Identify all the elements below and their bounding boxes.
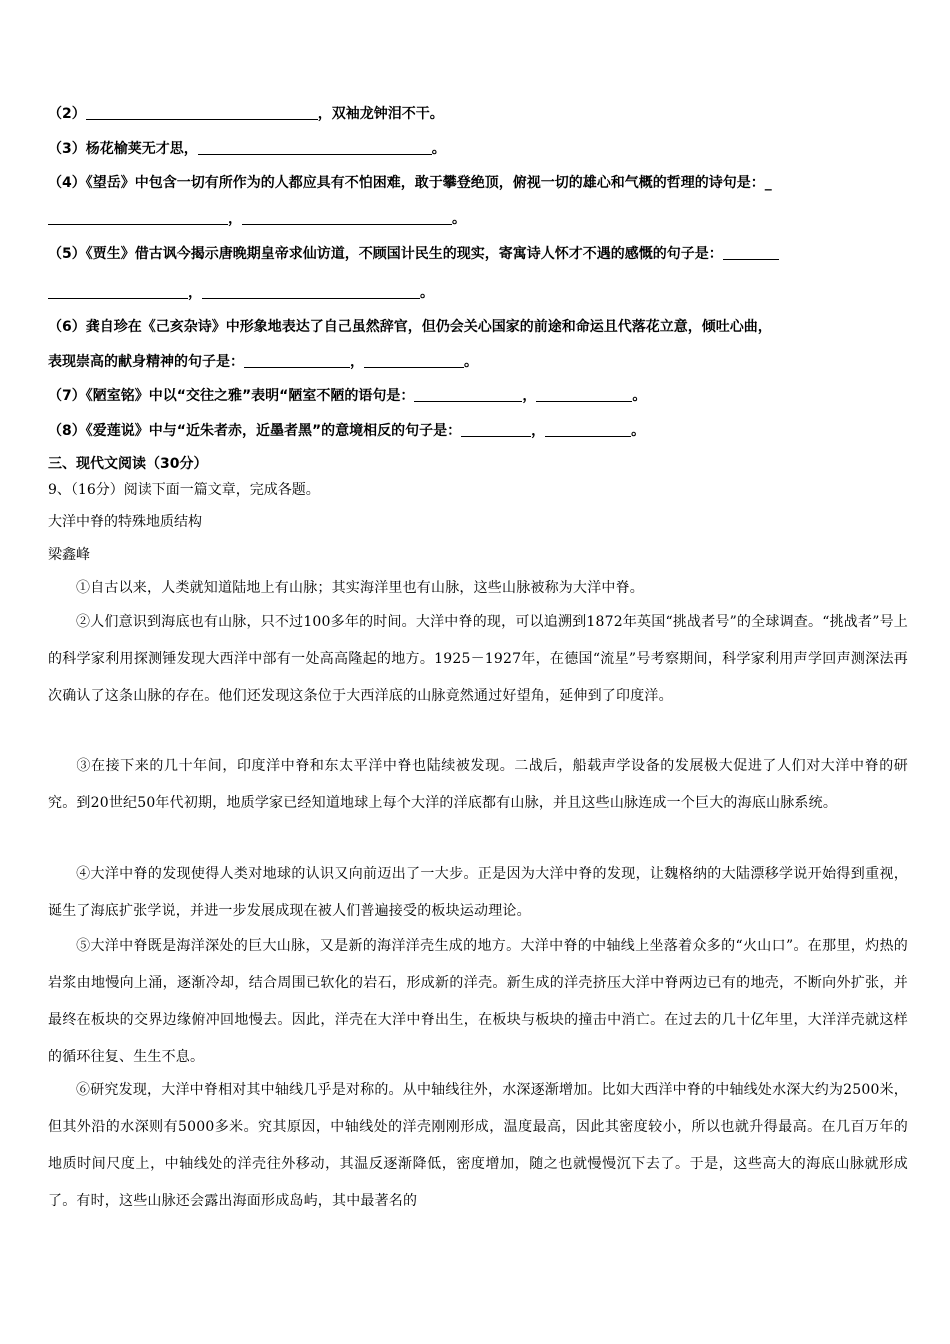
answer-blank[interactable] (48, 284, 188, 299)
question-6-text-2: 表现崇高的献身精神的句子是： (48, 354, 244, 370)
paragraph-text: ④大洋中脊的发现使得人类对地球的认识又向前迈出了一大步。正是因为大洋中脊的发现，让魏格纳的大陆漂移学说开始得到重视，诞生了海底扩张学说，并进一步发展成现在被人们普遍接受的板块运动理论。 (48, 866, 908, 919)
question-2-text: ，双袖龙钟泪不干。 (317, 106, 444, 122)
question-5-answer-line (48, 283, 908, 303)
answer-blank[interactable] (48, 210, 228, 225)
paragraph-text: ③在接下来的几十年间，印度洋中脊和东太平洋中脊也陆续被发现。二战后，船载声学设备的发展极大促进了人们对大洋中脊的研究。到20世纪50年代初期，地质学家已经知道地球上每个大洋的洋底都有山脉，并且这些山脉连成一个巨大的海底山脉系统。 (48, 758, 908, 811)
separator: ， (350, 354, 364, 370)
question-7 (48, 386, 908, 406)
question-5-text: （5）《贾生》借古讽今揭示唐晚期皇帝求仙访道，不顾国计民生的现实，寄寓诗人怀才不遇的感慨的句子是： (48, 246, 723, 262)
answer-blank[interactable] (202, 284, 420, 299)
question-6-text: （6）龚自珍在《己亥杂诗》中形象地表达了自己虽然辞官，但仍会关心国家的前途和命运且代落花立意，倾吐心曲， (48, 319, 772, 335)
answer-blank[interactable] (723, 245, 779, 260)
question-3-label: （3）杨花榆荚无才思， (48, 141, 198, 157)
separator: ， (531, 423, 546, 439)
separator: ， (188, 285, 202, 301)
question-7-text: （7）《陋室铭》中以“交往之雅”表明“陋室不陋的语句是： (48, 388, 415, 404)
answer-blank[interactable] (364, 353, 464, 368)
question-8 (48, 421, 908, 441)
answer-blank[interactable] (414, 387, 522, 402)
end-mark: 。 (452, 211, 466, 227)
paragraph-text: ⑥研究发现，大洋中脊相对其中轴线几乎是对称的。从中轴线往外，水深逐渐增加。比如大西洋中脊的中轴线处水深大约为2500米，但其外沿的水深则有5000多米。究其原因，中轴线处的洋壳刚刚形成，温度最高，因此其密度较小，所以也就升得最高。在几百万年的地质时间尺度上，中轴线处的洋壳往外移动，其温反逐渐降低，密度增加，随之也就慢慢沉下去了。于是，这些高大的海底山脉就形成了。有时，这些山脉还会露出海面形成岛屿，其中最著名的 (48, 1082, 908, 1209)
question-4-answer-line (48, 209, 908, 229)
end-mark: 。 (632, 388, 647, 404)
question-2-label: （2） (48, 106, 86, 122)
question-2 (48, 104, 908, 124)
paragraph-text: ①自古以来，人类就知道陆地上有山脉；其实海洋里也有山脉，这些山脉被称为大洋中脊。 (76, 580, 644, 596)
article-paragraph-1 (48, 570, 908, 607)
answer-blank[interactable] (461, 422, 531, 437)
end-mark: 。 (464, 354, 478, 370)
question-3 (48, 139, 908, 159)
article-paragraph-4 (48, 856, 908, 930)
question-3-end: 。 (431, 141, 446, 157)
article-paragraph-6 (48, 1072, 908, 1220)
article-paragraph-5 (48, 928, 908, 1076)
end-mark: 。 (631, 423, 646, 439)
separator: ， (522, 388, 537, 404)
question-8-text: （8）《爱莲说》中与“近朱者赤，近墨者黑”的意境相反的句子是： (48, 423, 462, 439)
question-5 (48, 244, 908, 264)
question-4-text: （4）《望岳》中包含一切有所作为的人都应具有不怕困难，敢于攀登绝顶，俯视一切的雄心和气概的哲理的诗句是：_ (48, 175, 772, 191)
question-9-prompt: 9、（16分）阅读下面一篇文章，完成各题。 (48, 482, 320, 498)
question-6-answer-line (48, 352, 908, 372)
article-paragraph-2 (48, 604, 908, 715)
separator: ， (228, 211, 242, 227)
article-title: 大洋中脊的特殊地质结构 (48, 514, 202, 530)
paragraph-text: ②人们意识到海底也有山脉，只不过100多年的时间。大洋中脊的现，可以追溯到1872年英国“挑战者号”的全球调查。“挑战者”号上的科学家利用探测锤发现大西洋中部有一处高高隆起的地方。1925－1927年，在德国“流星”号考察期间，科学家利用声学回声测深法再次确认了这条山脉的存在。他们还发现这条位于大西洋底的山脉竟然通过好望角，延伸到了印度洋。 (48, 614, 908, 704)
end-mark: 。 (420, 285, 434, 301)
section-heading: 三、现代文阅读（30分） (48, 456, 208, 472)
question-6 (48, 317, 908, 337)
article-author: 梁鑫峰 (48, 547, 90, 563)
answer-blank[interactable] (198, 140, 432, 155)
answer-blank[interactable] (86, 105, 318, 120)
paragraph-text: ⑤大洋中脊既是海洋深处的巨大山脉，又是新的海洋洋壳生成的地方。大洋中脊的中轴线上坐落着众多的“火山口”。在那里，灼热的岩浆由地慢向上涌，逐渐冷却，结合周围已软化的岩石，形成新的洋壳。新生成的洋壳挤压大洋中脊两边已有的地壳，不断向外扩张，并最终在板块的交界边缘俯冲回地慢去。因此，洋壳在大洋中脊出生，在板块与板块的撞击中消亡。在过去的几十亿年里，大洋洋壳就这样的循环往复、生生不息。 (48, 938, 908, 1065)
answer-blank[interactable] (242, 210, 452, 225)
answer-blank[interactable] (545, 422, 631, 437)
answer-blank[interactable] (536, 387, 632, 402)
question-4 (48, 173, 908, 193)
answer-blank[interactable] (244, 353, 350, 368)
article-paragraph-3 (48, 748, 908, 822)
